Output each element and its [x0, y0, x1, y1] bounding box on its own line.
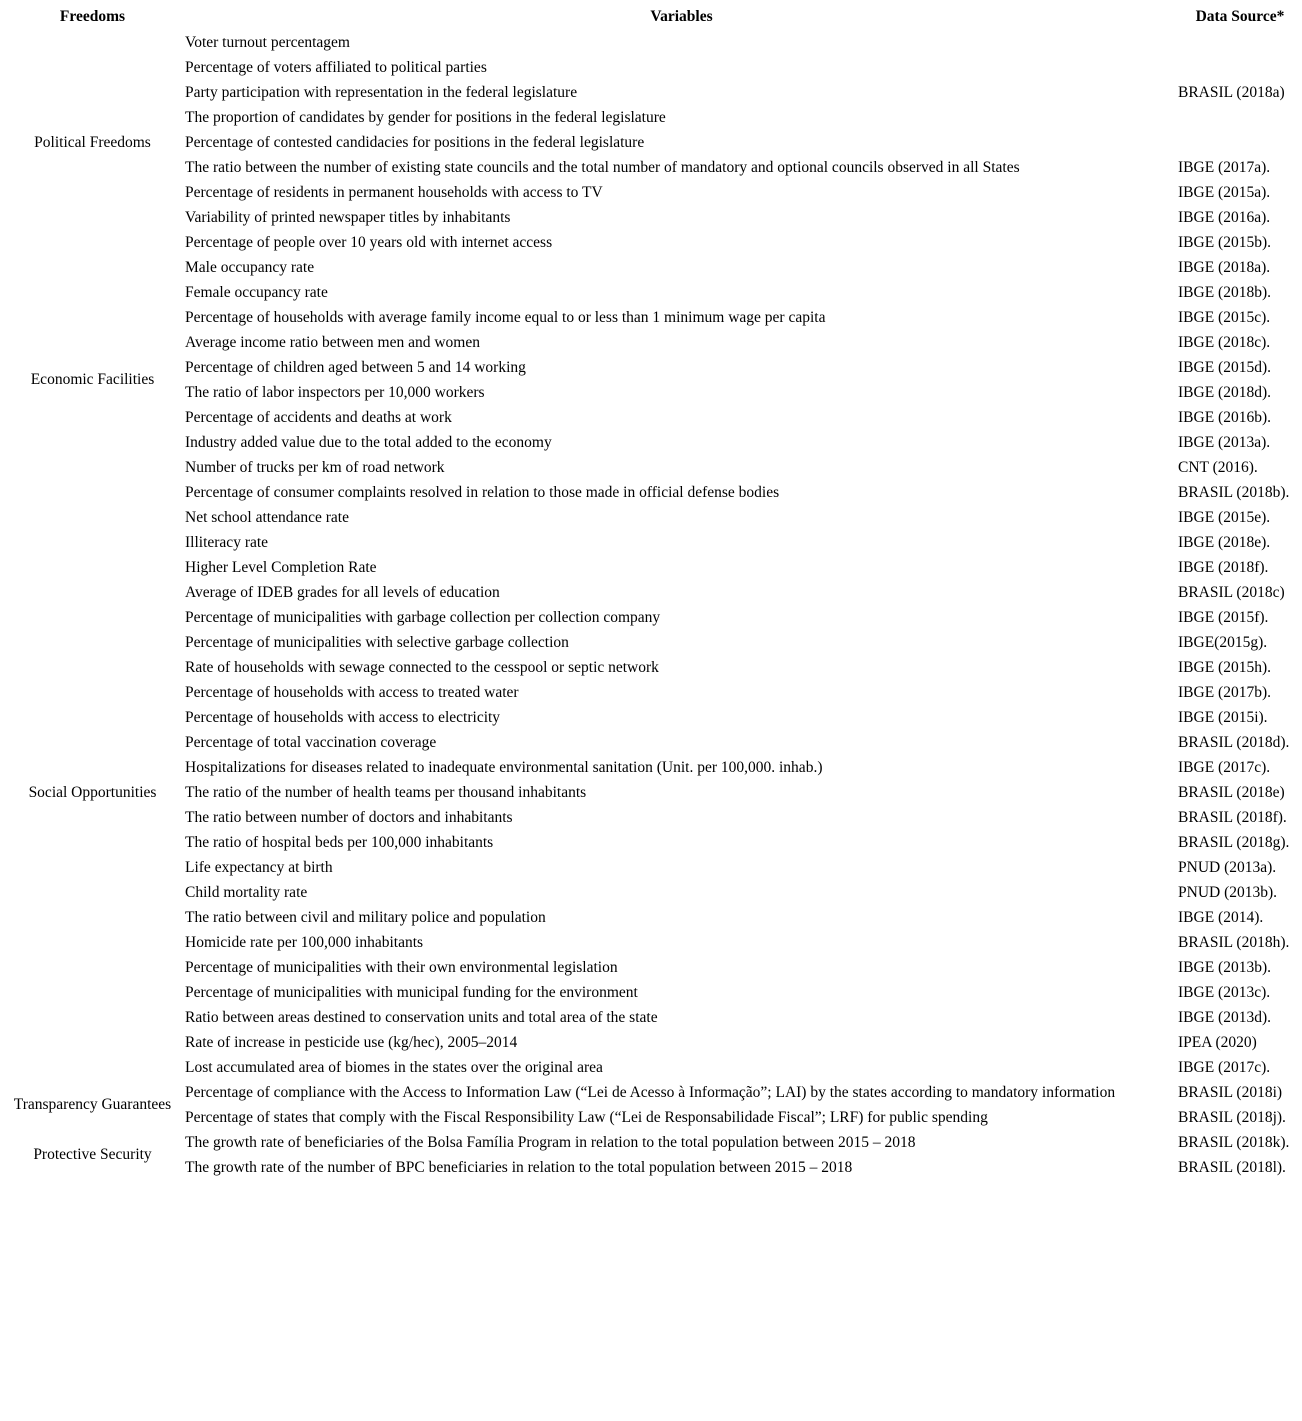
table-row	[0, 355, 1302, 380]
data-source-cell: IBGE (2017c).	[1178, 1058, 1271, 1076]
variable-cell: The proportion of candidates by gender for positions in the federal legislature	[185, 108, 666, 126]
variable-cell: Variability of printed newspaper titles by inhabitants	[185, 208, 511, 226]
variable-cell: Illiteracy rate	[185, 533, 269, 551]
table-row	[0, 1030, 1302, 1055]
table-row	[0, 905, 1302, 930]
data-source-cell: BRASIL (2018e)	[1178, 783, 1285, 801]
data-source-cell: IBGE (2018d).	[1178, 383, 1271, 401]
table-row	[0, 730, 1302, 755]
data-source-cell: IBGE (2013a).	[1178, 433, 1271, 451]
table-row	[0, 305, 1302, 330]
variable-cell: Percentage of municipalities with selective garbage collection	[185, 633, 569, 651]
variable-cell: Child mortality rate	[185, 883, 308, 901]
data-source-cell: IBGE(2015g).	[1178, 633, 1268, 651]
table-row	[0, 105, 1302, 130]
data-source-cell: PNUD (2013a).	[1178, 858, 1277, 876]
table-row	[0, 755, 1302, 780]
variable-cell: The ratio of the number of health teams per thousand inhabitants	[185, 783, 587, 801]
table-row	[0, 630, 1302, 655]
table-row	[0, 605, 1302, 630]
freedom-group-label: Protective Security	[33, 1146, 152, 1163]
data-source-cell: BRASIL (2018f).	[1178, 808, 1287, 826]
variable-cell: Percentage of contested candidacies for positions in the federal legislature	[185, 133, 645, 151]
variable-cell: Net school attendance rate	[185, 508, 349, 526]
data-source-cell: BRASIL (2018k).	[1178, 1133, 1290, 1151]
variable-cell: Percentage of compliance with the Access to Information Law (“Lei de Acesso à Informação”; LAI) by the states according to mandatory information	[185, 1083, 1116, 1101]
table-row	[0, 455, 1302, 480]
data-source-cell: IBGE (2017a).	[1178, 158, 1271, 176]
data-source-cell: BRASIL (2018g).	[1178, 833, 1290, 851]
data-source-cell: IBGE (2016b).	[1178, 408, 1271, 426]
data-source-cell: IBGE (2013b).	[1178, 958, 1271, 976]
table-row	[0, 255, 1302, 280]
table-row	[0, 130, 1302, 155]
data-source-cell: IBGE (2015f).	[1178, 608, 1269, 626]
table-row	[0, 180, 1302, 205]
variable-cell: Percentage of households with access to treated water	[185, 683, 519, 701]
variable-cell: Percentage of households with average family income equal to or less than 1 minimum wage per capita	[185, 308, 826, 326]
table-row	[0, 1155, 1302, 1180]
table-row	[0, 30, 1302, 55]
table-row	[0, 655, 1302, 680]
table-row	[0, 1105, 1302, 1130]
table-row	[0, 430, 1302, 455]
data-source-cell: IBGE (2013d).	[1178, 1008, 1271, 1026]
data-source-cell	[1178, 105, 1302, 130]
data-source-cell: IBGE (2015h).	[1178, 658, 1271, 676]
data-source-cell	[1178, 55, 1302, 80]
data-source-cell: IBGE (2015b).	[1178, 233, 1271, 251]
table-row	[0, 1130, 1302, 1155]
variable-cell: Average income ratio between men and women	[185, 333, 480, 351]
variable-cell: Percentage of children aged between 5 and 14 working	[185, 358, 526, 376]
variable-cell: The ratio between number of doctors and inhabitants	[185, 808, 513, 826]
freedom-group-label: Economic Facilities	[30, 371, 155, 388]
data-source-cell	[1178, 130, 1302, 155]
variable-cell: Rate of households with sewage connected to the cesspool or septic network	[185, 658, 659, 676]
table-row	[0, 880, 1302, 905]
table-row	[0, 505, 1302, 530]
variable-cell: Rate of increase in pesticide use (kg/hec), 2005–2014	[185, 1033, 518, 1051]
table-row	[0, 1055, 1302, 1080]
data-source-cell: IBGE (2015a).	[1178, 183, 1271, 201]
header-freedoms: Freedoms	[59, 8, 126, 25]
variable-cell: Percentage of states that comply with the Fiscal Responsibility Law (“Lei de Responsabilidade Fiscal”; LRF) for public spending	[185, 1108, 988, 1126]
variable-cell: Percentage of people over 10 years old with internet access	[185, 233, 553, 251]
variable-cell: The ratio between the number of existing state councils and the total number of mandatory and optional councils observed in all States	[185, 158, 1020, 176]
variable-cell: Average of IDEB grades for all levels of education	[185, 583, 500, 601]
table-row	[0, 405, 1302, 430]
table-row	[0, 155, 1302, 180]
variable-cell: Homicide rate per 100,000 inhabitants	[185, 933, 424, 951]
data-source-cell: BRASIL (2018a)	[1178, 83, 1285, 101]
data-source-cell: IBGE (2018f).	[1178, 558, 1269, 576]
header-variables: Variables	[650, 8, 713, 25]
data-source-cell: BRASIL (2018l).	[1178, 1158, 1286, 1176]
data-source-cell: IBGE (2017b).	[1178, 683, 1271, 701]
table-row	[0, 330, 1302, 355]
data-source-cell: IBGE (2013c).	[1178, 983, 1271, 1001]
data-source-cell: IBGE (2015e).	[1178, 508, 1271, 526]
variable-cell: Voter turnout percentagem	[185, 33, 350, 51]
table-row	[0, 955, 1302, 980]
table-row	[0, 980, 1302, 1005]
freedom-group-label: Political Freedoms	[34, 133, 151, 151]
header-data-source: Data Source*	[1195, 8, 1285, 25]
table-header-row	[0, 4, 1302, 30]
data-source-cell: BRASIL (2018c)	[1178, 583, 1285, 601]
data-source-cell: IBGE (2015d).	[1178, 358, 1271, 376]
data-source-cell: IPEA (2020)	[1178, 1033, 1257, 1051]
freedoms-variables-table	[0, 4, 1302, 1180]
table-row	[0, 805, 1302, 830]
variable-cell: Ratio between areas destined to conservation units and total area of the state	[185, 1008, 658, 1026]
freedom-group-label: Social Opportunities	[28, 783, 157, 801]
table-row	[0, 55, 1302, 80]
variable-cell: Hospitalizations for diseases related to inadequate environmental sanitation (Unit. per 100,000. inhab.)	[185, 758, 823, 776]
data-source-cell: CNT (2016).	[1178, 458, 1258, 476]
table-row	[0, 80, 1302, 105]
table-row	[0, 705, 1302, 730]
variable-cell: Female occupancy rate	[185, 283, 328, 301]
variable-cell: Percentage of municipalities with municipal funding for the environment	[185, 983, 638, 1001]
data-source-cell: IBGE (2015i).	[1178, 708, 1268, 726]
variable-cell: Life expectancy at birth	[185, 858, 333, 876]
table-row	[0, 830, 1302, 855]
variable-cell: The growth rate of beneficiaries of the Bolsa Família Program in relation to the total population between 2015 – 2018	[185, 1133, 916, 1151]
freedom-group-label: Transparency Guarantees	[13, 1096, 172, 1113]
table-row	[0, 930, 1302, 955]
data-source-cell: PNUD (2013b).	[1178, 883, 1278, 901]
table-row	[0, 580, 1302, 605]
data-source-cell: IBGE (2018c).	[1178, 333, 1271, 351]
variable-cell: Higher Level Completion Rate	[185, 558, 377, 576]
variable-cell: Number of trucks per km of road network	[185, 458, 445, 476]
table-row	[0, 1080, 1302, 1105]
variable-cell: Percentage of consumer complaints resolved in relation to those made in official defense bodies	[185, 483, 780, 501]
variable-cell: The ratio between civil and military police and population	[185, 908, 546, 926]
variable-cell: The ratio of labor inspectors per 10,000 workers	[185, 383, 485, 401]
table-row	[0, 230, 1302, 255]
data-source-cell: IBGE (2014).	[1178, 908, 1264, 926]
variable-cell: Percentage of municipalities with garbage collection per collection company	[185, 608, 661, 626]
table-row	[0, 780, 1302, 805]
table-row	[0, 530, 1302, 555]
variable-cell: Industry added value due to the total added to the economy	[185, 433, 552, 451]
table-row	[0, 280, 1302, 305]
data-source-cell: IBGE (2017c).	[1178, 758, 1271, 776]
table-row	[0, 380, 1302, 405]
data-source-cell: IBGE (2018a).	[1178, 258, 1271, 276]
table-row	[0, 555, 1302, 580]
variable-cell: Lost accumulated area of biomes in the states over the original area	[185, 1058, 603, 1076]
data-source-cell: BRASIL (2018h).	[1178, 933, 1290, 951]
variable-cell: Percentage of households with access to electricity	[185, 708, 501, 726]
table-row	[0, 855, 1302, 880]
variable-cell: Percentage of municipalities with their own environmental legislation	[185, 958, 618, 976]
variable-cell: Percentage of residents in permanent households with access to TV	[185, 183, 603, 201]
table-row	[0, 205, 1302, 230]
data-source-cell: IBGE (2018b).	[1178, 283, 1271, 301]
data-source-cell: BRASIL (2018b).	[1178, 483, 1290, 501]
data-source-cell: IBGE (2015c).	[1178, 308, 1271, 326]
data-source-cell: IBGE (2018e).	[1178, 533, 1271, 551]
variable-cell: Percentage of accidents and deaths at work	[185, 408, 452, 426]
variable-cell: Percentage of voters affiliated to political parties	[185, 58, 487, 76]
data-source-cell: IBGE (2016a).	[1178, 208, 1271, 226]
variable-cell: The ratio of hospital beds per 100,000 inhabitants	[185, 833, 494, 851]
data-source-cell: BRASIL (2018d).	[1178, 733, 1290, 751]
data-source-cell: BRASIL (2018i)	[1178, 1083, 1283, 1101]
variable-cell: The growth rate of the number of BPC beneficiaries in relation to the total population between 2015 – 2018	[185, 1158, 853, 1176]
variable-cell: Percentage of total vaccination coverage	[185, 733, 437, 751]
table-body	[0, 30, 1302, 1180]
table-row	[0, 1005, 1302, 1030]
table-row	[0, 680, 1302, 705]
data-source-cell: BRASIL (2018j).	[1178, 1108, 1286, 1126]
data-source-cell	[1178, 30, 1302, 55]
table-row	[0, 480, 1302, 505]
variable-cell: Male occupancy rate	[185, 258, 315, 276]
variable-cell: Party participation with representation in the federal legislature	[185, 83, 578, 101]
